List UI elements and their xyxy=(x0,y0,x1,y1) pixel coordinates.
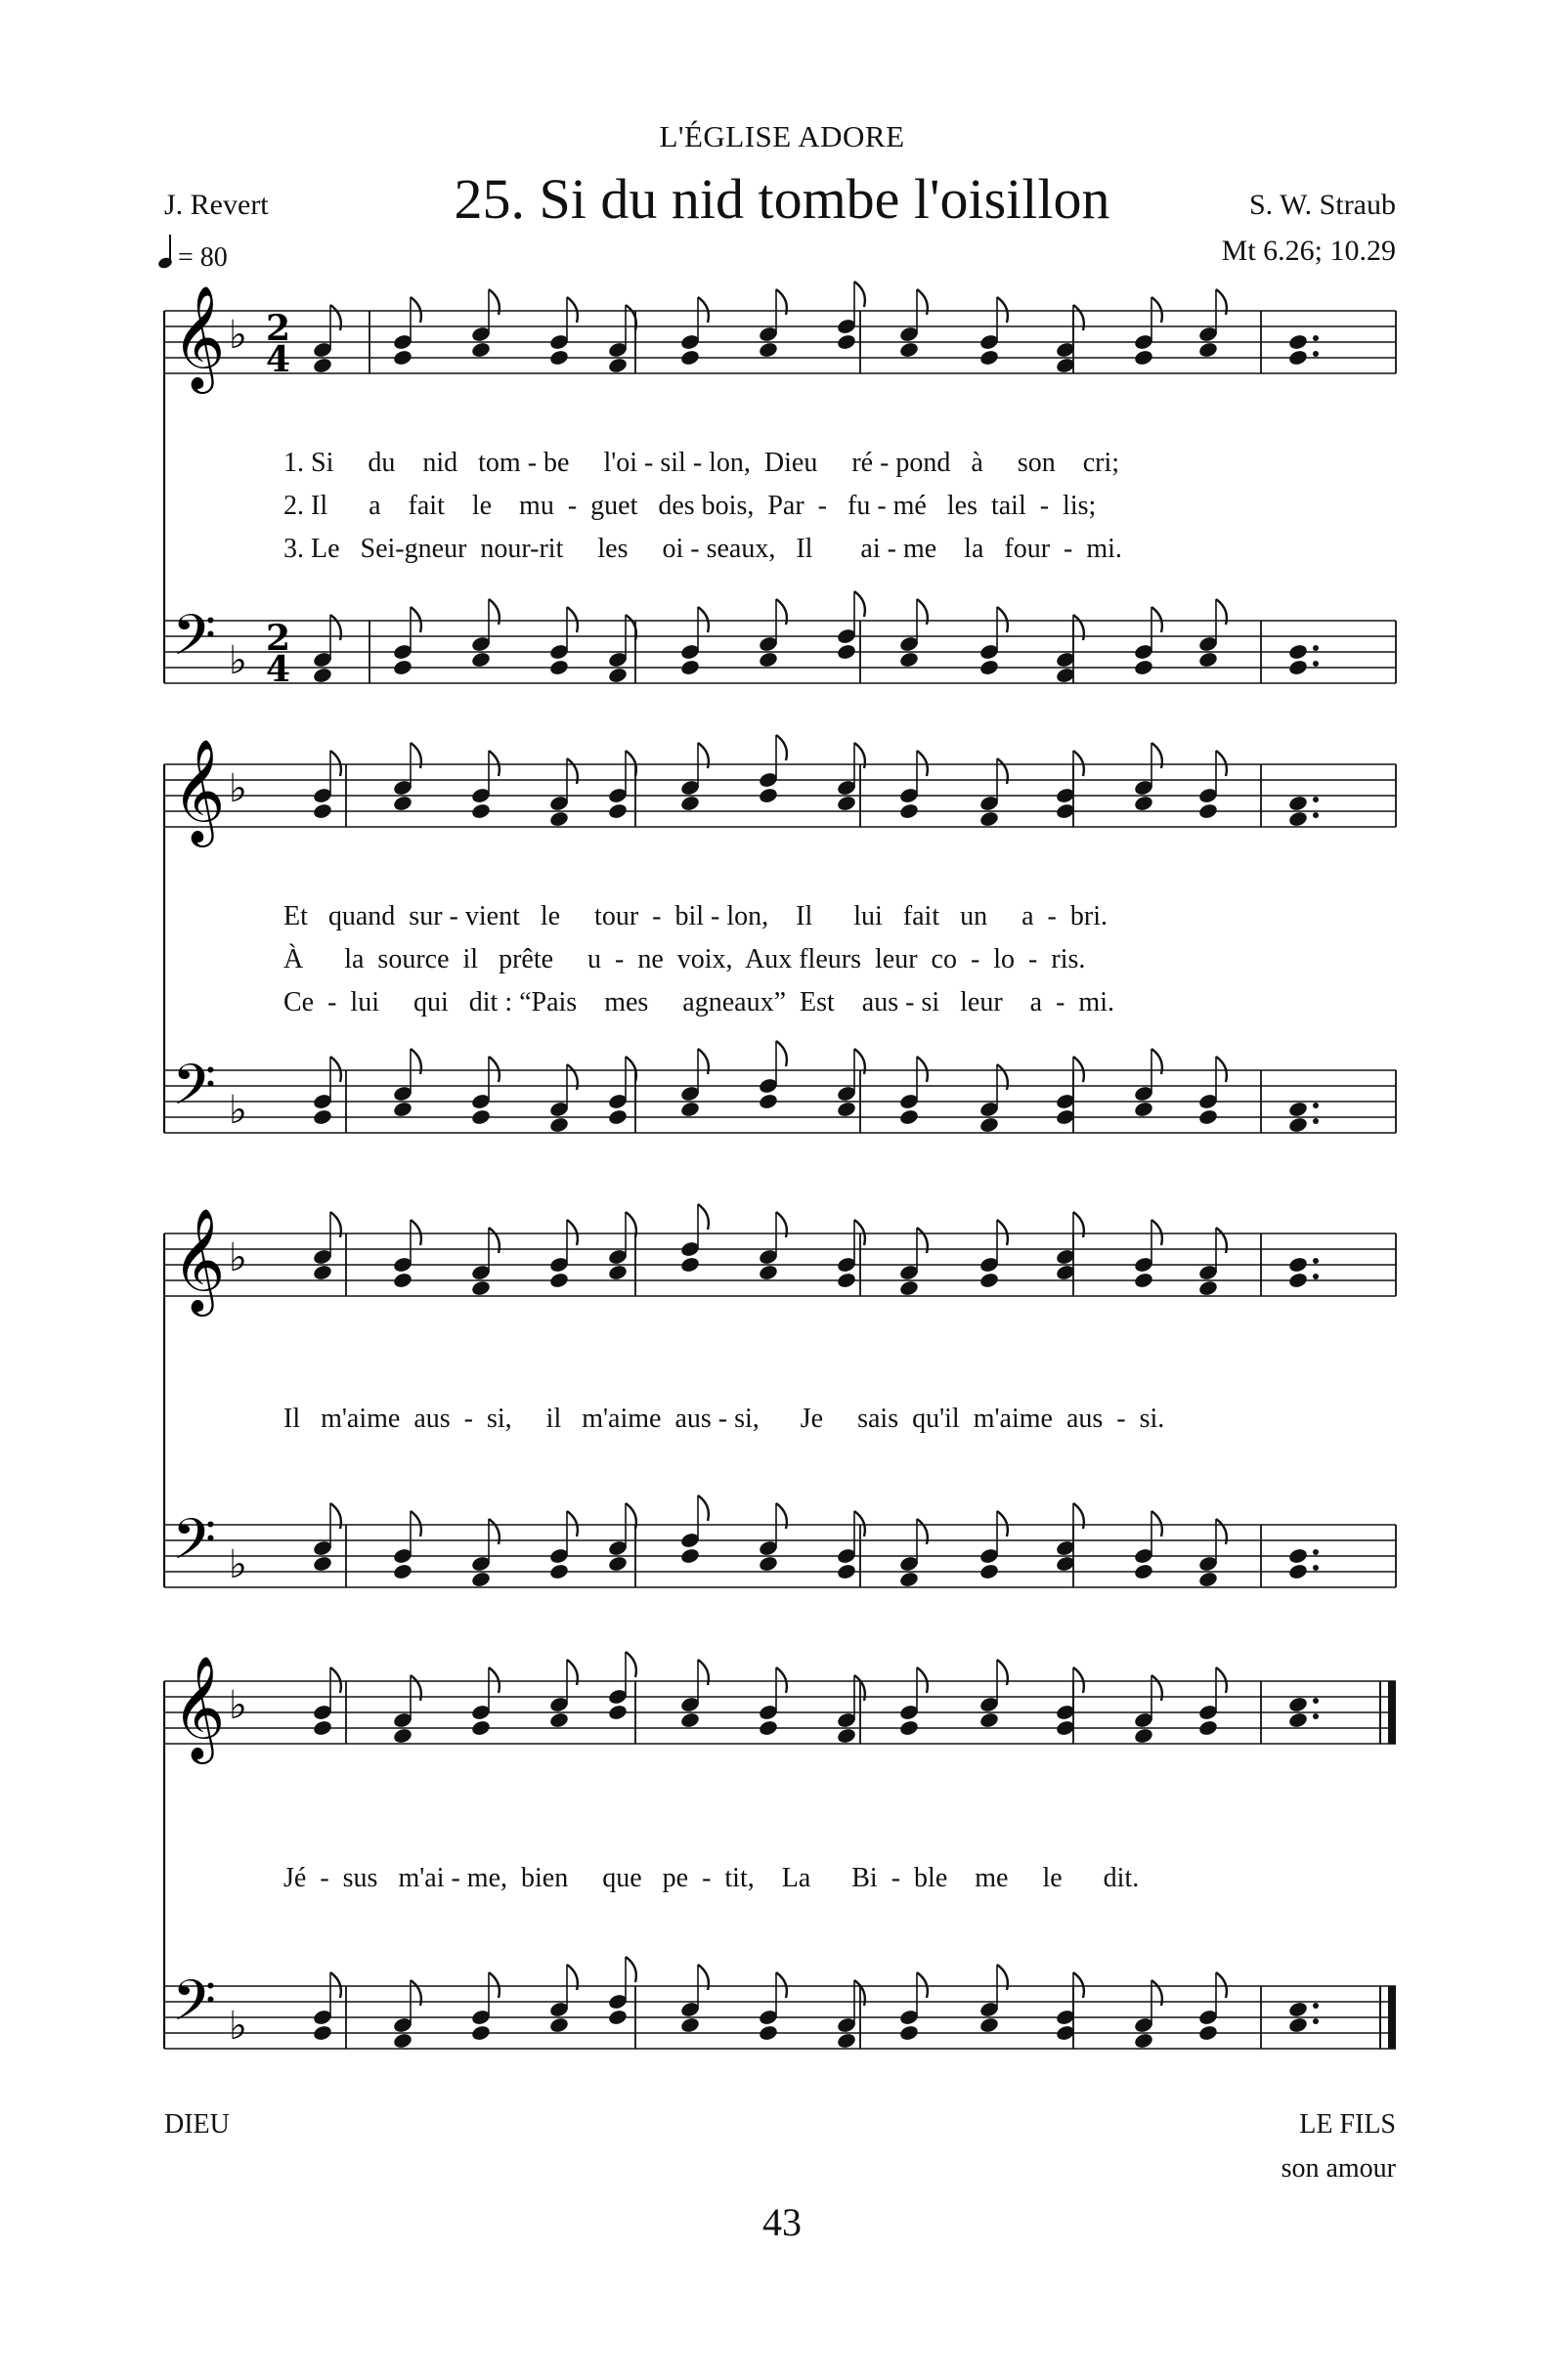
note-head xyxy=(1133,2032,1153,2050)
note-flag xyxy=(626,1652,636,1677)
note-flag xyxy=(917,1057,928,1082)
dot-mark xyxy=(1313,1698,1319,1704)
note-head xyxy=(898,1279,919,1297)
flat-sign-icon: ♭ xyxy=(229,2004,247,2049)
note-head xyxy=(1133,1272,1153,1289)
note-head xyxy=(679,349,700,367)
note-flag xyxy=(411,1220,421,1245)
note-flag xyxy=(330,751,341,776)
flat-sign-icon: ♭ xyxy=(229,766,247,811)
note-head xyxy=(1287,1696,1308,1713)
note-head xyxy=(548,810,569,828)
note-head xyxy=(548,349,569,367)
note-head xyxy=(1287,1563,1308,1580)
scripture-reference: Mt 6.26; 10.29 xyxy=(1221,235,1396,267)
treble-clef-icon: 𝄞 xyxy=(172,738,226,843)
dot-mark xyxy=(1313,812,1319,818)
note-head xyxy=(392,2032,413,2050)
note-head xyxy=(312,1264,332,1281)
note-head xyxy=(758,341,778,359)
hymn-title-text: Si du nid tombe l'oisillon xyxy=(539,167,1110,231)
note-flag xyxy=(698,1204,709,1230)
note-flag xyxy=(411,1511,421,1536)
note-head xyxy=(470,2024,491,2042)
note-flag xyxy=(330,1057,341,1082)
note-flag xyxy=(489,751,500,776)
note-head xyxy=(392,1101,413,1118)
note-flag xyxy=(330,1972,341,1998)
note-flag xyxy=(917,1667,928,1693)
note-head xyxy=(548,1711,569,1729)
note-head xyxy=(607,1108,628,1126)
flat-sign-icon: ♭ xyxy=(229,1235,247,1280)
note-flag xyxy=(1216,1667,1227,1693)
note-head xyxy=(470,1719,491,1737)
note-head xyxy=(607,802,628,820)
note-head xyxy=(312,667,332,684)
note-head xyxy=(607,1264,628,1281)
note-head xyxy=(1133,1563,1153,1580)
lyric-line: Jé - sus m'ai - me, bien que pe - tit, La Bi - ble me le dit. xyxy=(283,1863,1140,1893)
bass-clef-icon: 𝄢 xyxy=(172,602,217,682)
note-head xyxy=(312,2024,332,2042)
note-flag xyxy=(626,1957,636,1982)
footer-subcategory-right: son amour xyxy=(1281,2153,1396,2184)
note-head xyxy=(1287,2001,1308,2018)
note-flag xyxy=(698,1495,709,1521)
note-head xyxy=(1197,2024,1218,2042)
note-head xyxy=(470,1279,491,1297)
note-head xyxy=(978,349,999,367)
dot-mark xyxy=(1313,1258,1319,1264)
note-head xyxy=(978,1116,999,1134)
note-head xyxy=(392,795,413,812)
note-head xyxy=(607,357,628,374)
note-head xyxy=(1287,659,1308,676)
note-head xyxy=(312,802,332,820)
note-head xyxy=(548,2016,569,2034)
lyric-line: À la source il prête u - ne voix, Aux fleurs leur co - lo - ris. xyxy=(283,944,1086,974)
flat-sign-icon: ♭ xyxy=(229,1683,247,1728)
note-head xyxy=(758,1264,778,1281)
note-head xyxy=(470,802,491,820)
note-head xyxy=(548,1272,569,1289)
note-head xyxy=(392,659,413,676)
bass-clef-icon: 𝄢 xyxy=(172,1506,217,1586)
note-flag xyxy=(567,297,578,323)
note-flag xyxy=(776,1667,787,1693)
note-head xyxy=(548,1116,569,1134)
note-head xyxy=(1133,795,1153,812)
section-heading: L'ÉGLISE ADORE xyxy=(659,119,905,153)
dot-mark xyxy=(1313,1103,1319,1108)
note-head xyxy=(1197,341,1218,359)
note-head xyxy=(679,659,700,676)
note-head xyxy=(836,795,856,812)
note-flag xyxy=(411,607,421,632)
note-flag xyxy=(698,607,709,632)
note-flag xyxy=(776,1041,787,1066)
lyric-line: 1. Si du nid tom - be l'oi - sil - lon, Dieu ré - pond à son cri; xyxy=(283,448,1120,478)
final-bar-thick xyxy=(1388,1986,1396,2049)
dot-mark xyxy=(1313,1118,1319,1124)
time-signature-bottom: 4 xyxy=(266,339,291,380)
note-head xyxy=(898,651,919,669)
note-head xyxy=(607,1555,628,1573)
note-flag xyxy=(997,1511,1008,1536)
dot-mark xyxy=(1313,2018,1319,2024)
note-head xyxy=(1287,1547,1308,1565)
flat-sign-icon: ♭ xyxy=(229,638,247,683)
note-head xyxy=(1133,1101,1153,1118)
note-head xyxy=(1287,1116,1308,1134)
bass-clef-icon: 𝄢 xyxy=(172,1968,217,2048)
note-flag xyxy=(330,1667,341,1693)
note-head xyxy=(758,651,778,669)
note-head xyxy=(836,1101,856,1118)
note-flag xyxy=(489,1667,500,1693)
note-head xyxy=(978,1563,999,1580)
note-head xyxy=(679,2016,700,2034)
note-head xyxy=(1197,1719,1218,1737)
lyric-line: 2. Il a fait le mu - guet des bois, Par - fu - mé les tail - lis; xyxy=(283,491,1097,521)
note-head xyxy=(548,1563,569,1580)
flat-sign-icon: ♭ xyxy=(229,1542,247,1587)
note-flag xyxy=(567,1511,578,1536)
note-head xyxy=(1197,1279,1218,1297)
note-head xyxy=(898,1108,919,1126)
note-head xyxy=(836,643,856,661)
note-head xyxy=(607,2009,628,2026)
note-head xyxy=(470,1571,491,1588)
note-head xyxy=(836,1563,856,1580)
note-head xyxy=(898,2024,919,2042)
note-flag xyxy=(776,735,787,760)
note-flag xyxy=(1073,751,1084,776)
note-flag xyxy=(854,591,865,617)
note-head xyxy=(679,1256,700,1274)
note-head xyxy=(392,349,413,367)
note-flag xyxy=(917,751,928,776)
note-head xyxy=(1287,349,1308,367)
note-flag xyxy=(1151,1220,1162,1245)
dot-mark xyxy=(1313,1565,1319,1571)
note-head xyxy=(758,1093,778,1110)
note-head xyxy=(1197,1108,1218,1126)
note-flag xyxy=(1151,607,1162,632)
note-flag xyxy=(1073,1667,1084,1693)
note-head xyxy=(392,1727,413,1745)
note-head xyxy=(607,667,628,684)
dot-mark xyxy=(1313,797,1319,802)
dot-mark xyxy=(1313,1549,1319,1555)
note-flag xyxy=(854,281,865,307)
hymn-number: 25. xyxy=(454,167,525,231)
note-flag xyxy=(1151,297,1162,323)
note-head xyxy=(392,1563,413,1580)
note-head xyxy=(978,1272,999,1289)
lyricist: J. Revert xyxy=(164,189,269,221)
note-flag xyxy=(489,1972,500,1998)
dot-mark xyxy=(1313,351,1319,357)
footer-category-left: DIEU xyxy=(164,2109,230,2140)
note-head xyxy=(978,2016,999,2034)
note-head xyxy=(1287,643,1308,661)
note-flag xyxy=(698,297,709,323)
time-signature-top: 2 xyxy=(266,308,291,349)
dot-mark xyxy=(1313,661,1319,667)
time-signature-bottom: 4 xyxy=(266,649,291,690)
note-flag xyxy=(1216,751,1227,776)
note-flag xyxy=(489,1057,500,1082)
note-head xyxy=(679,1547,700,1565)
note-flag xyxy=(567,1220,578,1245)
lyric-line: Il m'aime aus - si, il m'aime aus - si, Je sais qu'il m'aime aus - si. xyxy=(283,1404,1165,1434)
flat-sign-icon: ♭ xyxy=(229,1088,247,1133)
bass-clef-icon: 𝄢 xyxy=(172,1052,217,1132)
note-flag xyxy=(1073,1057,1084,1082)
note-head xyxy=(312,1108,332,1126)
note-flag xyxy=(917,1972,928,1998)
note-head xyxy=(836,1727,856,1745)
note-head xyxy=(1133,659,1153,676)
dot-mark xyxy=(1313,2003,1319,2009)
note-head xyxy=(1287,333,1308,351)
note-head xyxy=(978,1711,999,1729)
treble-clef-icon: 𝄞 xyxy=(172,284,226,389)
note-head xyxy=(470,651,491,669)
time-signature-top: 2 xyxy=(266,618,291,659)
note-flag xyxy=(1151,1511,1162,1536)
note-head xyxy=(758,1719,778,1737)
tempo-value: = 80 xyxy=(178,242,228,273)
note-head xyxy=(548,659,569,676)
dot-mark xyxy=(1313,335,1319,341)
note-flag xyxy=(1073,1972,1084,1998)
note-head xyxy=(978,659,999,676)
note-flag xyxy=(997,607,1008,632)
treble-clef-icon: 𝄞 xyxy=(172,1655,226,1759)
note-head xyxy=(898,802,919,820)
note-head xyxy=(1287,1711,1308,1729)
note-head xyxy=(312,1719,332,1737)
note-flag xyxy=(567,607,578,632)
note-head xyxy=(898,341,919,359)
note-head xyxy=(312,1555,332,1573)
dot-mark xyxy=(1313,1274,1319,1279)
note-head xyxy=(978,810,999,828)
note-flag xyxy=(997,1220,1008,1245)
note-head xyxy=(1287,810,1308,828)
lyric-line: Ce - lui qui dit : “Pais mes agneaux” Est aus - si leur a - mi. xyxy=(283,987,1114,1017)
note-head xyxy=(1287,1272,1308,1289)
lyric-line: Et quand sur - vient le tour - bil - lon, Il lui fait un a - bri. xyxy=(283,901,1108,931)
note-head xyxy=(898,1571,919,1588)
note-head xyxy=(898,1719,919,1737)
note-head xyxy=(607,1704,628,1721)
note-head xyxy=(679,795,700,812)
dot-mark xyxy=(1313,1713,1319,1719)
note-head xyxy=(758,787,778,804)
note-head xyxy=(1287,795,1308,812)
note-head xyxy=(312,357,332,374)
note-head xyxy=(836,1272,856,1289)
note-flag xyxy=(1216,1972,1227,1998)
note-flag xyxy=(411,297,421,323)
note-flag xyxy=(997,297,1008,323)
final-bar-thick xyxy=(1388,1681,1396,1744)
note-head xyxy=(679,1101,700,1118)
composer: S. W. Straub xyxy=(1248,189,1396,221)
page-number: 43 xyxy=(762,2200,802,2244)
note-head xyxy=(679,1711,700,1729)
note-head xyxy=(392,1272,413,1289)
note-head xyxy=(1287,1256,1308,1274)
note-head xyxy=(470,341,491,359)
note-head xyxy=(1197,651,1218,669)
lyric-line: 3. Le Sei-gneur nour-rit les oi - seaux, Il ai - me la four - mi. xyxy=(283,534,1122,564)
note-head xyxy=(758,2024,778,2042)
note-head xyxy=(836,2032,856,2050)
note-head xyxy=(758,1555,778,1573)
flat-sign-icon: ♭ xyxy=(229,313,247,358)
note-head xyxy=(1197,1571,1218,1588)
note-head xyxy=(470,1108,491,1126)
note-head xyxy=(836,333,856,351)
note-head xyxy=(1287,1101,1308,1118)
note-flag xyxy=(776,1972,787,1998)
note-head xyxy=(1197,802,1218,820)
note-head xyxy=(1133,1727,1153,1745)
note-head xyxy=(1133,349,1153,367)
footer-category-right: LE FILS xyxy=(1299,2109,1396,2140)
dot-mark xyxy=(1313,645,1319,651)
treble-clef-icon: 𝄞 xyxy=(172,1207,226,1312)
note-head xyxy=(1287,2016,1308,2034)
note-flag xyxy=(1216,1057,1227,1082)
